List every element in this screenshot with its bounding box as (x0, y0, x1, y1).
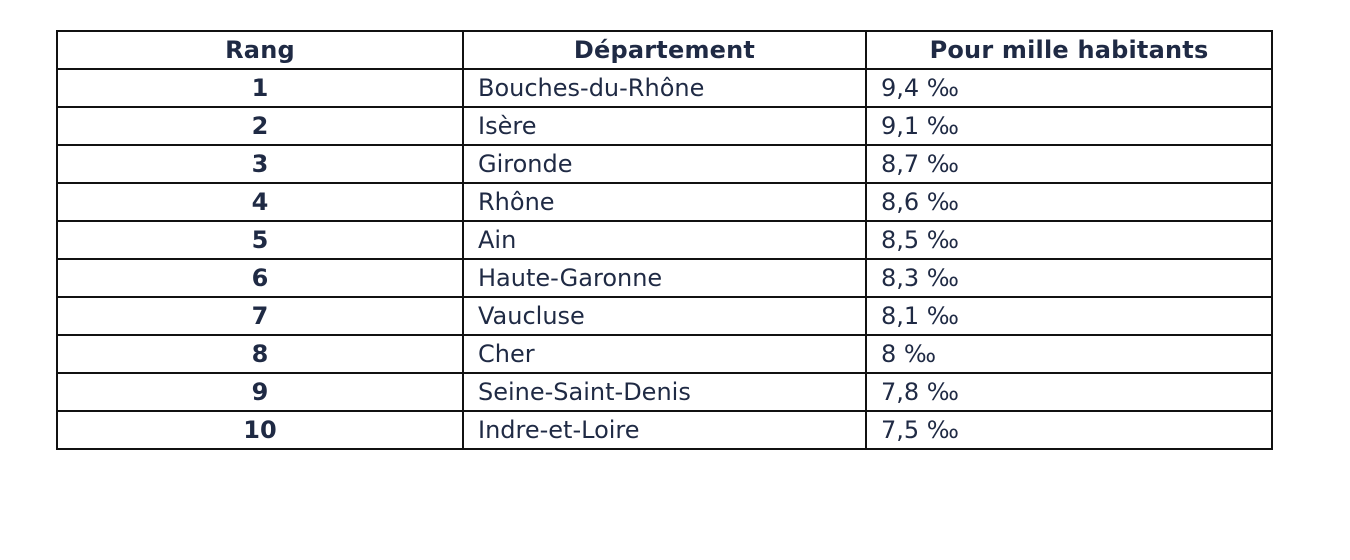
rate-cell: 8,6 ‰ (866, 183, 1272, 221)
header-rate: Pour mille habitants (866, 31, 1272, 69)
table-row (57, 69, 1272, 107)
rate-cell: 7,5 ‰ (866, 411, 1272, 449)
header-rank: Rang (57, 31, 463, 69)
rate-cell: 8,1 ‰ (866, 297, 1272, 335)
rank-cell: 8 (57, 335, 463, 373)
rank-cell: 5 (57, 221, 463, 259)
rank-cell: 3 (57, 145, 463, 183)
rate-cell: 8,5 ‰ (866, 221, 1272, 259)
department-cell: Cher (463, 335, 866, 373)
rank-cell: 9 (57, 373, 463, 411)
table-row (57, 411, 1272, 449)
department-cell: Indre-et-Loire (463, 411, 866, 449)
header-row (57, 31, 1272, 69)
rank-cell: 7 (57, 297, 463, 335)
rate-cell: 8,3 ‰ (866, 259, 1272, 297)
rank-cell: 10 (57, 411, 463, 449)
department-cell: Seine-Saint-Denis (463, 373, 866, 411)
rate-cell: 9,4 ‰ (866, 69, 1272, 107)
header-department: Département (463, 31, 866, 69)
table-row (57, 297, 1272, 335)
department-cell: Haute-Garonne (463, 259, 866, 297)
rank-cell: 1 (57, 69, 463, 107)
table-row (57, 335, 1272, 373)
department-cell: Isère (463, 107, 866, 145)
department-cell: Vaucluse (463, 297, 866, 335)
rate-cell: 7,8 ‰ (866, 373, 1272, 411)
table-row (57, 221, 1272, 259)
table-row (57, 107, 1272, 145)
department-cell: Rhône (463, 183, 866, 221)
table-row (57, 373, 1272, 411)
rank-cell: 6 (57, 259, 463, 297)
rank-cell: 4 (57, 183, 463, 221)
rate-cell: 8,7 ‰ (866, 145, 1272, 183)
department-cell: Ain (463, 221, 866, 259)
rate-cell: 8 ‰ (866, 335, 1272, 373)
rate-cell: 9,1 ‰ (866, 107, 1272, 145)
department-cell: Bouches-du-Rhône (463, 69, 866, 107)
rank-cell: 2 (57, 107, 463, 145)
table-row (57, 259, 1272, 297)
table-row (57, 183, 1272, 221)
department-cell: Gironde (463, 145, 866, 183)
ranking-table (56, 30, 1273, 450)
table-row (57, 145, 1272, 183)
